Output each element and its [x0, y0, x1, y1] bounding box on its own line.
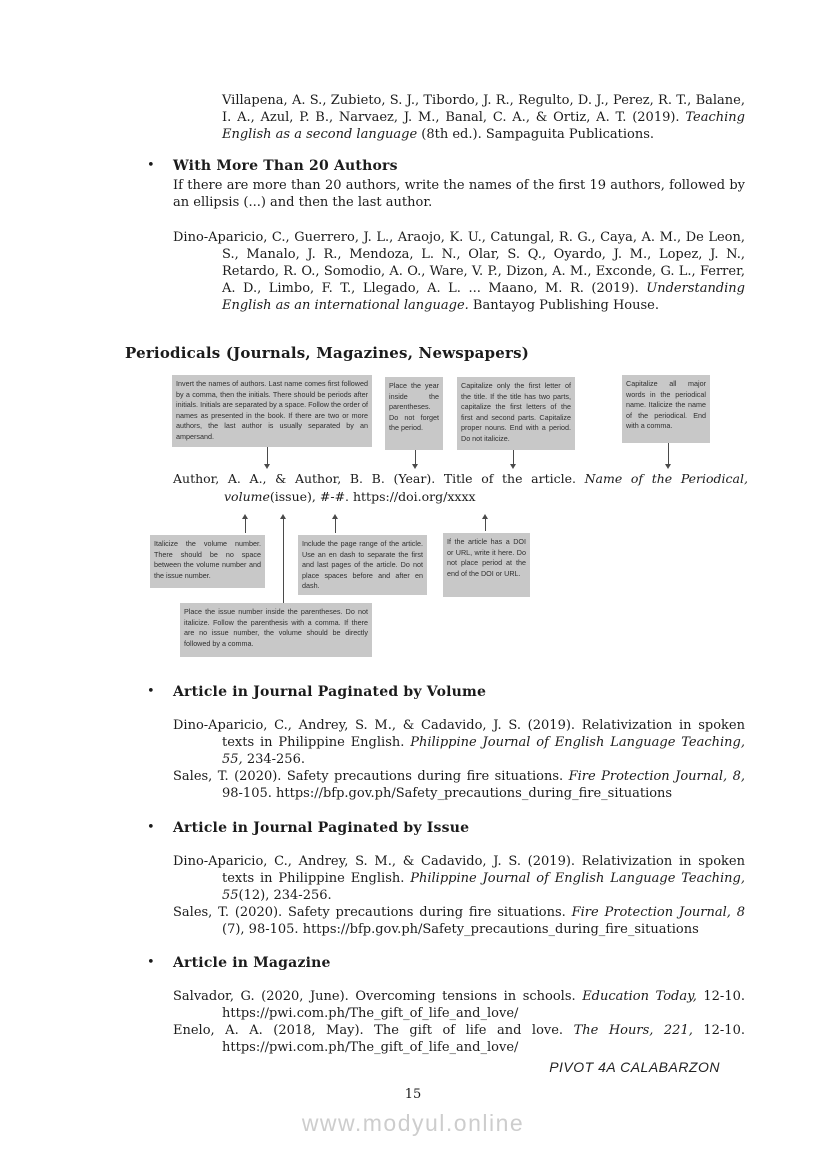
section-journal-paginated-by-issue [125, 819, 745, 938]
connector-down-icon [415, 450, 416, 467]
page-heading-periodicals: Periodicals (Journals, Magazines, Newspapers) [125, 344, 530, 362]
callout-pages: Include the page range of the article. Use an en dash to separate the first and last pages of the article. Do not place spaces before and after en dash. [298, 535, 427, 595]
callout-doi: If the article has a DOI or URL, write it here. Do not place period at the end of the DOI or URL. [443, 533, 530, 597]
page-number: 15 [404, 1087, 422, 1102]
reference-entry: Dino-Aparicio, C., Andrey, S. M., & Cadavido, J. S. (2019). Relativization in spoken texts in Philippine English. Philippine Journal of English Language Teaching, 55, 234-256. [173, 718, 746, 767]
callout-periodical: Capitalize all major words in the periodical name. Italicize the name of the periodical. End with a comma. [622, 375, 710, 443]
citation-format-diagram [125, 373, 748, 663]
reference-list [173, 988, 745, 1056]
heading-more-than-20-authors [125, 157, 745, 175]
footer-brand: PIVOT 4A CALABARZON [549, 1059, 720, 1075]
connector-down-icon [267, 447, 268, 467]
reference-entry: Salvador, G. (2020, June). Overcoming tensions in schools. Education Today, 12-10. https://pwi.com.ph/The_gift_of_life_and_love/ [173, 989, 745, 1021]
reference-list [173, 853, 746, 938]
callout-issue: Place the issue number inside the parentheses. Do not italicize. Follow the parenthesis with a comma. If there are no issue number, the volume should be directly followed by a comma. [180, 603, 372, 657]
connector-up-icon [485, 516, 486, 531]
page-content [125, 0, 748, 1075]
reference-entry: Sales, T. (2020). Safety precautions during fire situations. Fire Protection Journal, 8, 98-105. https://bfp.gov.ph/Safety_precautions_during_fire_situations [173, 769, 746, 801]
connector-up-icon [335, 516, 336, 533]
section-title: Article in Journal Paginated by Issue [173, 820, 470, 836]
callout-volume: Italicize the volume number. There should be no space between the volume number and the issue number. [150, 535, 265, 588]
section-heading-row [125, 819, 745, 837]
callout-year: Place the year inside the parentheses. Do not forget the period. [385, 377, 443, 450]
watermark: www.modyul.online [301, 1110, 525, 1136]
section-heading-row [125, 954, 745, 972]
section-article-in-magazine [125, 954, 745, 1056]
section-title: With More Than 20 Authors [173, 158, 398, 174]
reference-entry: Sales, T. (2020). Safety precautions during fire situations. Fire Protection Journal, 8 (7), 98-105. https://bfp.gov.ph/Safety_precautions_during_fire_situations [173, 905, 745, 937]
bullet-icon: • [147, 684, 155, 699]
citation-template: Author, A. A., & Author, B. B. (Year). Title of the article. Name of the Periodical, volume(issue), #-#. https://doi.org/xxxx [173, 471, 748, 504]
connector-up-icon [283, 516, 284, 603]
callout-authors: Invert the names of authors. Last name comes first followed by a comma, then the initials. There should be periods after initials. Initials are separated by a space. Follow the order of names as presented in the book. If there are two or more authors, the last author is usually separated by an ampersand. [172, 375, 372, 447]
reference-entry: Dino-Aparicio, C., Andrey, S. M., & Cadavido, J. S. (2019). Relativization in spoken texts in Philippine English. Philippine Journal of English Language Teaching, 55(12), 234-256. [173, 854, 746, 903]
bullet-icon: • [147, 158, 155, 173]
bullet-icon: • [147, 820, 155, 835]
reference-entry: Dino-Aparicio, C., Guerrero, J. L., Araojo, K. U., Catungal, R. G., Caya, A. M., De Leon, S., Manalo, J. R., Mendoza, L. N., Olar, S. Q., Oyardo, J. M., Lopez, J. N., Retardo, R. O., Somodio, A. O., Ware, V. P., Dizon, A. M., Exconde, G. L., Ferrer, A. D., Limbo, F. T., Llegado, A. L. ... Maano, M. R. (2019). Understanding English as an international language. Bantayog Publishing House. [173, 230, 745, 313]
section-title: Article in Journal Paginated by Volume [173, 684, 487, 700]
bullet-icon: • [147, 955, 155, 970]
reference-list [173, 717, 746, 802]
callout-title: Capitalize only the first letter of the title. If the title has two parts, capitalize the first letters of the first and second parts. Capitalize proper nouns. End with a period. Do not italicize. [457, 377, 575, 450]
reference-entry: Enelo, A. A. (2018, May). The gift of life and love. The Hours, 221, 12-10. https://pwi.com.ph/The_gift_of_life_and_love/ [173, 1023, 745, 1055]
section-heading-row [125, 683, 745, 701]
connector-down-icon [668, 443, 669, 467]
reference-continuation: Villapena, A. S., Zubieto, S. J., Tibordo, J. R., Regulto, D. J., Perez, R. T., Balane, I. A., Azul, P. B., Narvaez, J. M., Banal, C. A., & Ortiz, A. T. (2019). Teaching English as a second language (8th ed.). Sampaguita Publications. [222, 93, 745, 142]
section-body: If there are more than 20 authors, write the names of the first 19 authors, followed by an ellipsis (...) and then the last author. [173, 178, 745, 210]
connector-down-icon [513, 450, 514, 467]
section-title: Article in Magazine [173, 955, 331, 971]
connector-up-icon [245, 516, 246, 533]
section-journal-paginated-by-volume [125, 683, 745, 802]
